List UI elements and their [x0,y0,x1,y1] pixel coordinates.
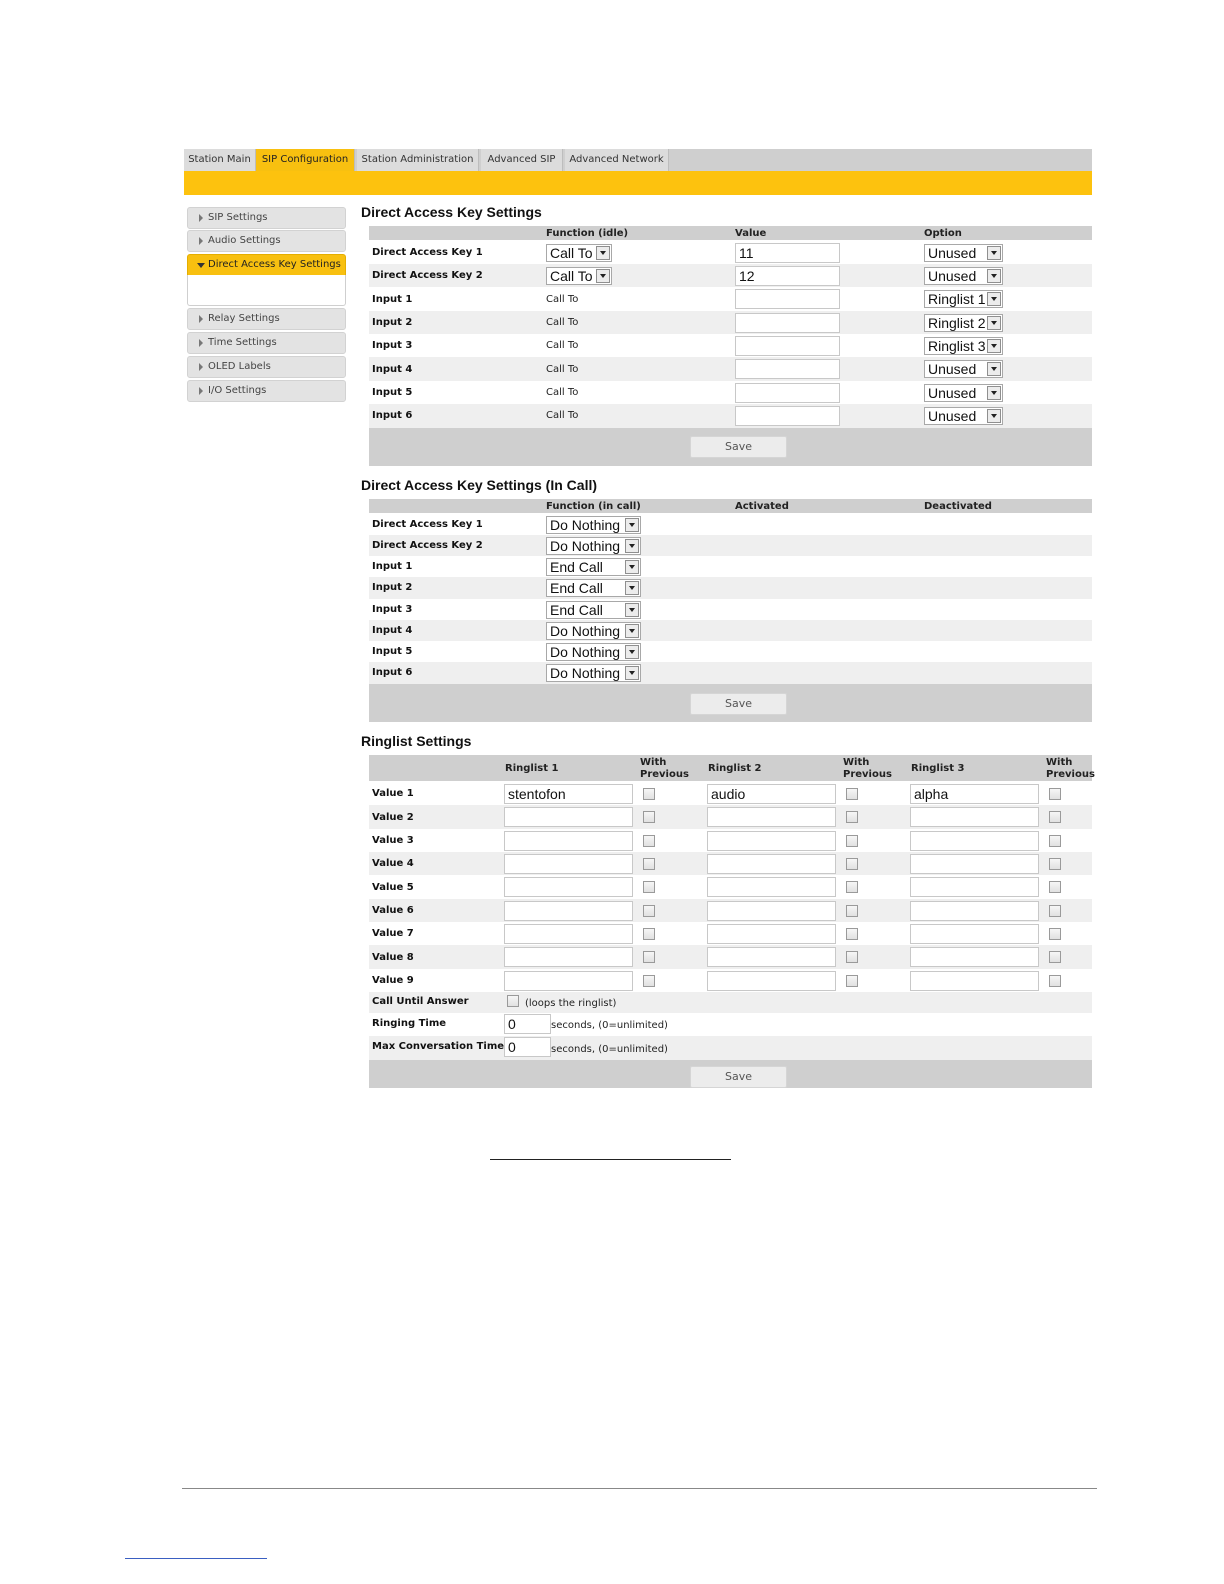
sidebar-item-label: Direct Access Key Settings [208,259,341,270]
with-previous-checkbox[interactable] [643,881,655,893]
table-row [369,969,1092,992]
table-row [369,875,1092,899]
value-input[interactable] [735,359,840,379]
table-row [369,782,1092,805]
select-value: Unused [928,268,977,284]
incall-function-select[interactable] [546,579,641,597]
function-text: Call To [546,317,579,328]
table-row [369,922,1092,945]
ringing-time-note: seconds, (0=unlimited) [551,1020,668,1031]
incall-function-select[interactable] [546,601,641,619]
row-label: Direct Access Key 1 [372,247,483,258]
dropdown-arrow-icon [625,666,639,680]
dropdown-arrow-icon [625,518,639,532]
option-select[interactable] [924,290,1003,308]
expand-icon [199,237,203,245]
table-row [369,514,1092,535]
option-select[interactable] [924,267,1003,285]
function-select[interactable] [546,244,612,262]
dropdown-arrow-icon [987,386,1001,400]
with-previous-checkbox[interactable] [846,881,858,893]
sidebar-item-oled-labels[interactable] [187,356,346,378]
value-input[interactable] [735,313,840,333]
function-text: Call To [546,294,579,305]
ringlist2-input[interactable] [707,807,836,827]
row-label: Value 3 [372,835,414,846]
table-row [369,287,1092,311]
with-previous-checkbox[interactable] [643,811,655,823]
dak-header-option: Option [924,228,962,239]
ringing-time-input[interactable]: 0 [504,1014,551,1034]
with-previous-checkbox[interactable] [1049,788,1061,800]
max-conversation-row [369,1036,1092,1060]
with-previous-checkbox[interactable] [846,858,858,870]
footer-link-rule [125,1558,267,1559]
ringlist-header-previous-2: Previous [843,769,892,780]
with-previous-checkbox[interactable] [643,858,655,870]
select-value: Do Nothing [550,517,621,533]
table-row [369,334,1092,357]
with-previous-checkbox[interactable] [643,788,655,800]
value-input[interactable]: 12 [735,266,840,286]
row-label: Value 4 [372,858,414,869]
expand-icon [199,315,203,323]
with-previous-checkbox[interactable] [1049,975,1061,987]
expand-icon [199,214,203,222]
sidebar-item-audio-settings[interactable] [187,230,346,252]
ringlist-header-previous-3: Previous [1046,769,1095,780]
dropdown-arrow-icon [987,316,1001,330]
ringlist3-input[interactable] [910,831,1039,851]
function-text: Call To [546,340,579,351]
ringlist1-input[interactable] [504,924,633,944]
tab-station-administration[interactable]: Station Administration [357,149,479,171]
function-select[interactable] [546,267,612,285]
row-label: Value 2 [372,812,414,823]
dakcall-save-bar [369,684,1092,722]
sidebar-item-label: Time Settings [208,337,277,348]
with-previous-checkbox[interactable] [1049,881,1061,893]
sidebar-subpanel [187,275,346,306]
ringlist2-input[interactable] [707,971,836,991]
select-value: Do Nothing [550,665,621,681]
ringlist-section-title: Ringlist Settings [361,733,472,749]
ringlist-save-button[interactable]: Save [690,1066,787,1088]
ringlist3-input[interactable] [910,854,1039,874]
dak-table-header [369,226,1092,240]
select-value: Ringlist 1 [928,291,986,307]
with-previous-checkbox[interactable] [643,951,655,963]
select-value: Do Nothing [550,644,621,660]
row-label: Value 8 [372,952,414,963]
dakcall-section-title: Direct Access Key Settings (In Call) [361,477,598,493]
option-select[interactable] [924,407,1003,425]
function-text: Call To [546,364,579,375]
value-input[interactable]: 11 [735,243,840,263]
row-label: Input 2 [372,317,413,328]
dropdown-arrow-icon [625,624,639,638]
dakcall-header-function: Function (in call) [546,501,641,512]
ringlist-table-header [369,755,1095,781]
value-input[interactable] [735,289,840,309]
option-select[interactable] [924,360,1003,378]
tab-advanced-sip[interactable]: Advanced SIP [481,149,563,171]
dakcall-header-deactivated: Deactivated [924,501,992,512]
ringlist3-input[interactable] [910,947,1039,967]
row-label: Input 3 [372,604,413,615]
row-label: Call Until Answer [372,996,469,1007]
dropdown-arrow-icon [987,362,1001,376]
row-label: Input 1 [372,561,413,572]
table-row [369,945,1092,969]
with-previous-checkbox[interactable] [846,928,858,940]
select-value: Call To [550,268,593,284]
dropdown-arrow-icon [987,292,1001,306]
ringlist-header-with-2: With [843,757,870,768]
ringlist-header-with-3: With [1046,757,1073,768]
sidebar-item-label: Relay Settings [208,313,280,324]
row-label: Input 1 [372,294,413,305]
ringlist1-input[interactable] [504,807,633,827]
row-label: Input 5 [372,387,413,398]
ringlist1-input[interactable] [504,971,633,991]
dropdown-arrow-icon [987,269,1001,283]
ringlist-header-r3: Ringlist 3 [911,763,965,774]
collapse-icon [197,263,205,268]
ringlist-header-with-1: With [640,757,667,768]
header-bar [184,171,1092,195]
with-previous-checkbox[interactable] [846,975,858,987]
ringlist-save-bar [369,1060,1092,1088]
with-previous-checkbox[interactable] [643,905,655,917]
incall-function-select[interactable] [546,516,641,534]
sidebar-item-label: I/O Settings [208,385,267,396]
with-previous-checkbox[interactable] [846,811,858,823]
ringlist3-input[interactable] [910,901,1039,921]
select-value: Ringlist 2 [928,315,986,331]
row-label: Value 5 [372,882,414,893]
option-select[interactable] [924,244,1003,262]
row-label: Input 5 [372,646,413,657]
with-previous-checkbox[interactable] [643,975,655,987]
ringlist1-input[interactable]: stentofon [504,784,633,804]
table-row [369,404,1092,428]
ringlist3-input[interactable] [910,807,1039,827]
select-value: End Call [550,602,603,618]
row-label: Input 6 [372,667,413,678]
dropdown-arrow-icon [987,246,1001,260]
sidebar-item-label: OLED Labels [208,361,271,372]
dropdown-arrow-icon [596,246,610,260]
call-until-answer-note: (loops the ringlist) [525,998,617,1009]
ringlist1-input[interactable] [504,901,633,921]
value-input[interactable] [735,406,840,426]
ringlist2-input[interactable] [707,924,836,944]
ringlist2-input[interactable] [707,831,836,851]
with-previous-checkbox[interactable] [1049,858,1061,870]
sidebar-item-io-settings[interactable] [187,380,346,402]
ringlist2-input[interactable] [707,877,836,897]
dropdown-arrow-icon [987,339,1001,353]
with-previous-checkbox[interactable] [1049,811,1061,823]
with-previous-checkbox[interactable] [846,835,858,847]
table-row [369,241,1092,264]
table-row [369,641,1092,662]
table-row [369,620,1092,641]
option-select[interactable] [924,384,1003,402]
with-previous-checkbox[interactable] [846,951,858,963]
dropdown-arrow-icon [625,560,639,574]
max-conversation-note: seconds, (0=unlimited) [551,1044,668,1055]
with-previous-checkbox[interactable] [1049,928,1061,940]
sidebar-item-time-settings[interactable] [187,332,346,354]
dakcall-header-activated: Activated [735,501,789,512]
select-value: Unused [928,361,977,377]
dak-section-title: Direct Access Key Settings [361,204,542,220]
ringlist2-input[interactable]: audio [707,784,836,804]
row-label: Max Conversation Time [372,1041,505,1052]
row-label: Value 1 [372,788,414,799]
option-select[interactable] [924,337,1003,355]
ringlist-header-previous-1: Previous [640,769,689,780]
ringlist2-input[interactable] [707,854,836,874]
tab-station-main[interactable]: Station Main [184,149,256,171]
table-row [369,311,1092,334]
ringlist1-input[interactable] [504,947,633,967]
underline-rule [490,1159,731,1160]
sidebar-item-sip-settings[interactable] [187,207,346,229]
table-row [369,577,1092,599]
with-previous-checkbox[interactable] [643,928,655,940]
dak-save-button[interactable]: Save [690,436,787,458]
dropdown-arrow-icon [987,409,1001,423]
select-value: Unused [928,408,977,424]
row-label: Ringing Time [372,1018,447,1029]
table-row [369,535,1092,556]
dropdown-arrow-icon [625,539,639,553]
incall-function-select[interactable] [546,558,641,576]
table-row [369,556,1092,577]
select-value: Call To [550,245,593,261]
table-row [369,381,1092,404]
row-label: Direct Access Key 2 [372,540,483,551]
table-row [369,805,1092,829]
row-label: Input 2 [372,582,413,593]
sidebar-item-relay-settings[interactable] [187,308,346,330]
tab-bar [184,149,1092,171]
incall-function-select[interactable] [546,664,641,682]
with-previous-checkbox[interactable] [846,788,858,800]
tab-advanced-network[interactable]: Advanced Network [565,149,669,171]
select-value: Ringlist 3 [928,338,986,354]
select-value: Do Nothing [550,623,621,639]
dak-header-function: Function (idle) [546,228,629,239]
incall-function-select[interactable] [546,622,641,640]
function-text: Call To [546,410,579,421]
ringlist3-input[interactable] [910,924,1039,944]
max-conversation-input[interactable]: 0 [504,1037,551,1057]
dak-save-bar [369,428,1092,466]
table-row [369,662,1092,684]
expand-icon [199,363,203,371]
sidebar-item-label: SIP Settings [208,212,268,223]
ringlist1-input[interactable] [504,877,633,897]
incall-function-select[interactable] [546,537,641,555]
ringlist1-input[interactable] [504,854,633,874]
dakcall-table-header [369,499,1092,513]
ringlist-header-r2: Ringlist 2 [708,763,762,774]
table-row [369,264,1092,287]
row-label: Direct Access Key 1 [372,519,483,530]
table-row [369,852,1092,875]
select-value: End Call [550,580,603,596]
row-label: Direct Access Key 2 [372,270,483,281]
row-label: Input 3 [372,340,413,351]
table-row [369,899,1092,922]
row-label: Input 4 [372,364,413,375]
ringlist3-input[interactable] [910,971,1039,991]
row-label: Value 7 [372,928,414,939]
ringing-time-row [369,1013,1092,1036]
sidebar-item-label: Audio Settings [208,235,281,246]
ringlist1-input[interactable] [504,831,633,851]
with-previous-checkbox[interactable] [846,905,858,917]
with-previous-checkbox[interactable] [1049,835,1061,847]
footer-rule [182,1488,1097,1489]
call-until-answer-row [369,992,1092,1013]
ringlist-header-r1: Ringlist 1 [505,763,559,774]
row-label: Value 9 [372,975,414,986]
ringlist3-input[interactable]: alpha [910,784,1039,804]
option-select[interactable] [924,314,1003,332]
expand-icon [199,339,203,347]
row-label: Input 6 [372,410,413,421]
select-value: End Call [550,559,603,575]
with-previous-checkbox[interactable] [1049,905,1061,917]
row-label: Value 6 [372,905,414,916]
select-value: Do Nothing [550,538,621,554]
incall-function-select[interactable] [546,643,641,661]
dropdown-arrow-icon [596,269,610,283]
dak-header-value: Value [735,228,767,239]
dakcall-save-button[interactable]: Save [690,693,787,715]
table-row [369,357,1092,381]
tab-sip-configuration[interactable]: SIP Configuration [256,149,355,171]
row-label: Input 4 [372,625,413,636]
with-previous-checkbox[interactable] [1049,951,1061,963]
table-row [369,829,1092,852]
ringlist2-input[interactable] [707,947,836,967]
select-value: Unused [928,245,977,261]
select-value: Unused [928,385,977,401]
ringlist3-input[interactable] [910,877,1039,897]
dropdown-arrow-icon [625,645,639,659]
value-input[interactable] [735,336,840,356]
table-row [369,599,1092,620]
with-previous-checkbox[interactable] [643,835,655,847]
sidebar-item-direct-access-key-settings[interactable] [187,254,346,276]
dropdown-arrow-icon [625,603,639,617]
ringlist2-input[interactable] [707,901,836,921]
dropdown-arrow-icon [625,581,639,595]
call-until-answer-checkbox[interactable] [507,995,519,1007]
expand-icon [199,387,203,395]
value-input[interactable] [735,383,840,403]
function-text: Call To [546,387,579,398]
